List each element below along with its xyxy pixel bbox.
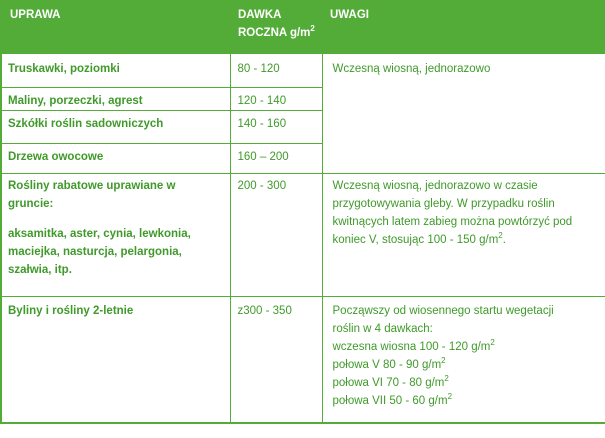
note-sup: 2 — [498, 230, 503, 240]
crop-gap — [8, 213, 230, 225]
dose-cell: 120 - 140 — [230, 87, 322, 110]
dose-cell: z300 - 350 — [230, 296, 322, 423]
dose-cell: 140 - 160 — [230, 110, 322, 143]
dose-cell: 80 - 120 — [230, 54, 322, 87]
notes-cell — [322, 296, 605, 423]
table-header-row — [1, 1, 605, 54]
header-dose-unit: ROCZNA g/m — [238, 27, 311, 39]
note-line — [333, 392, 596, 410]
crop-cell: Maliny, porzeczki, agrest — [1, 87, 230, 110]
note-line: Wczesną wiosną, jednorazowo w czasie — [332, 179, 538, 192]
table-row — [1, 173, 605, 296]
crop-cell: Truskawki, poziomki — [1, 54, 230, 87]
note-text: . — [502, 233, 506, 246]
dose-cell: 200 - 300 — [230, 173, 322, 296]
notes-cell — [322, 173, 605, 296]
crop-line: gruncie: — [8, 197, 54, 210]
note-line — [333, 338, 596, 356]
crop-line: Rośliny rabatowe uprawiane w — [8, 179, 176, 192]
note-line: przygotowywania gleby. W przypadku roślin — [332, 197, 555, 210]
note-sup: 2 — [447, 391, 453, 401]
table-row — [1, 296, 605, 423]
note-line: roślin w 4 dawkach: — [332, 322, 433, 335]
note-line — [333, 231, 596, 249]
note-text: wczesna wiosna 100 - 120 g/m — [332, 340, 491, 353]
note-line: Począwszy od wiosennego startu wegetacji — [332, 304, 554, 317]
note-line: kwitnących latem zabieg można powtórzyć pod — [332, 215, 573, 228]
crop-cell: Drzewa owocowe — [1, 143, 230, 173]
header-crop: UPRAWA — [10, 9, 61, 21]
note-text: połowa VI 70 - 80 g/m — [332, 376, 445, 389]
crop-cell: Szkółki roślin sadowniczych — [1, 110, 230, 143]
crop-cell: Byliny i rośliny 2-letnie — [1, 296, 230, 423]
crop-line: szałwia, itp. — [8, 263, 72, 276]
note-text: połowa VII 50 - 60 g/m — [332, 394, 448, 407]
header-dose-sup: 2 — [310, 24, 315, 34]
header-dose-line2 — [238, 24, 322, 42]
note-line — [333, 374, 596, 392]
note-line — [333, 356, 596, 374]
crop-line: aksamitka, aster, cynia, lewkonia, — [8, 227, 191, 240]
note-text: koniec V, stosując 100 - 150 g/m — [332, 233, 499, 246]
dose-cell: 160 – 200 — [230, 143, 322, 173]
note-text: połowa V 80 - 90 g/m — [332, 358, 442, 371]
header-dose — [230, 1, 322, 54]
header-dose-line1: DAWKA — [238, 9, 282, 21]
header-notes: UWAGI — [330, 9, 369, 21]
table-row — [1, 54, 605, 87]
note-sup: 2 — [490, 337, 495, 347]
note-sup: 2 — [444, 373, 449, 383]
crop-line: maciejka, nasturcja, pelargonia, — [8, 245, 182, 258]
note-sup: 2 — [441, 355, 446, 365]
notes-cell: Wczesną wiosną, jednorazowo — [322, 54, 605, 173]
crop-cell — [1, 173, 230, 296]
